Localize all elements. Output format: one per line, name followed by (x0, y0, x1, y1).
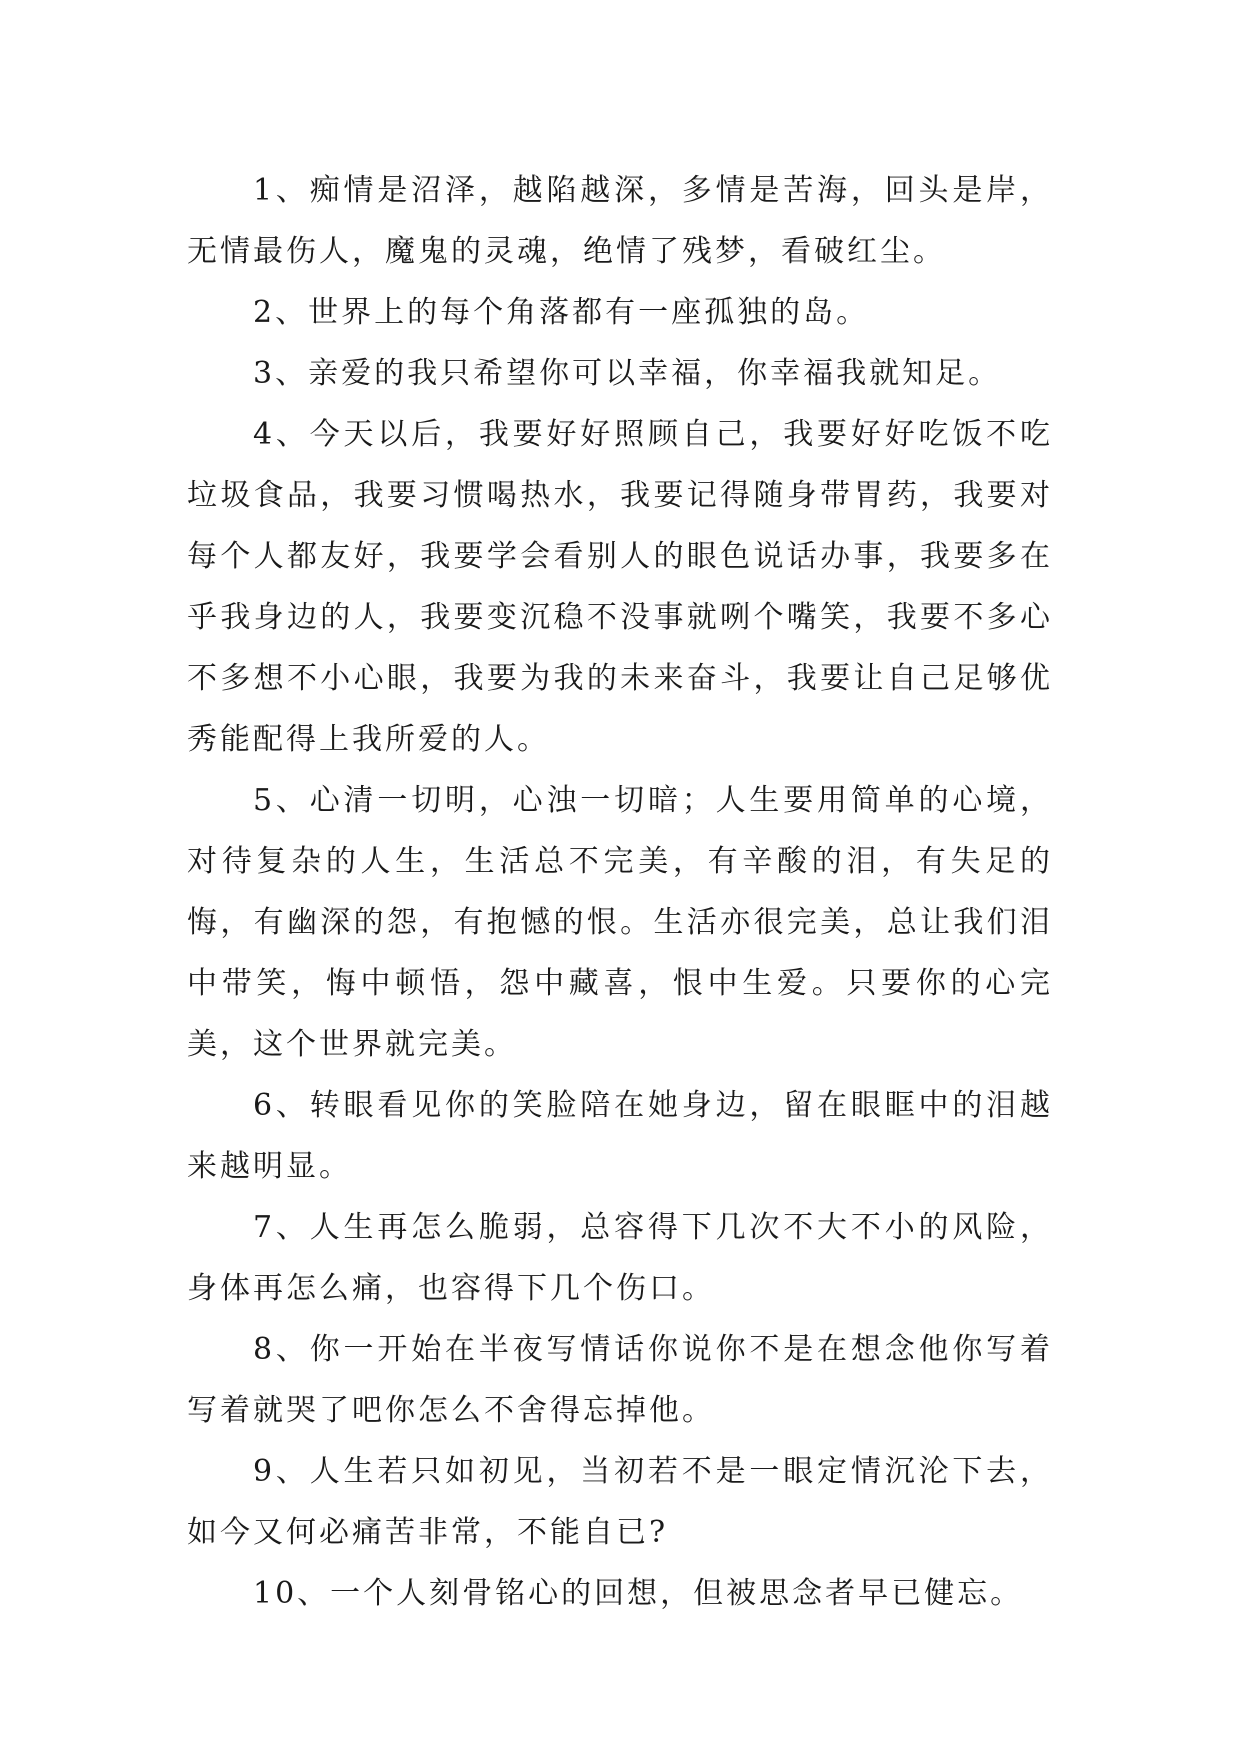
paragraph-10: 10、一个人刻骨铭心的回想，但被思念者早已健忘。 (253, 1576, 1024, 1611)
paragraph-1: 1、痴情是沼泽，越陷越深，多情是苦海，回头是岸，无情最伤人，魔鬼的灵魂，绝情了残梦，看破红尘。 (187, 173, 1053, 269)
paragraph-7: 7、人生再怎么脆弱，总容得下几次不大不小的风险，身体再怎么痛，也容得下几个伤口。 (187, 1210, 1053, 1306)
paragraph-8: 8、你一开始在半夜写情话你说你不是在想念他你写着写着就哭了吧你怎么不舍得忘掉他。 (187, 1332, 1053, 1428)
paragraph-4: 4、今天以后，我要好好照顾自己，我要好好吃饭不吃垃圾食品，我要习惯喝热水，我要记得随身带胃药，我要对每个人都友好，我要学会看别人的眼色说话办事，我要多在乎我身边的人，我要变沉稳不没事就咧个嘴笑，我要不多心不多想不小心眼，我要为我的未来奋斗，我要让自己足够优秀能配得上我所爱的人。 (187, 417, 1053, 757)
paragraph-9: 9、人生若只如初见，当初若不是一眼定情沉沦下去，如今又何必痛苦非常，不能自已? (187, 1454, 1053, 1550)
document-body (187, 160, 1053, 1624)
paragraph-2: 2、世界上的每个角落都有一座孤独的岛。 (253, 295, 870, 330)
paragraph-6: 6、转眼看见你的笑脸陪在她身边，留在眼眶中的泪越来越明显。 (187, 1088, 1053, 1184)
paragraph-5: 5、心清一切明，心浊一切暗；人生要用简单的心境，对待复杂的人生，生活总不完美，有辛酸的泪，有失足的悔，有幽深的怨，有抱憾的恨。生活亦很完美，总让我们泪中带笑，悔中顿悟，怨中藏喜，恨中生爱。只要你的心完美，这个世界就完美。 (187, 783, 1053, 1062)
paragraph-3: 3、亲爱的我只希望你可以幸福，你幸福我就知足。 (253, 356, 1002, 391)
